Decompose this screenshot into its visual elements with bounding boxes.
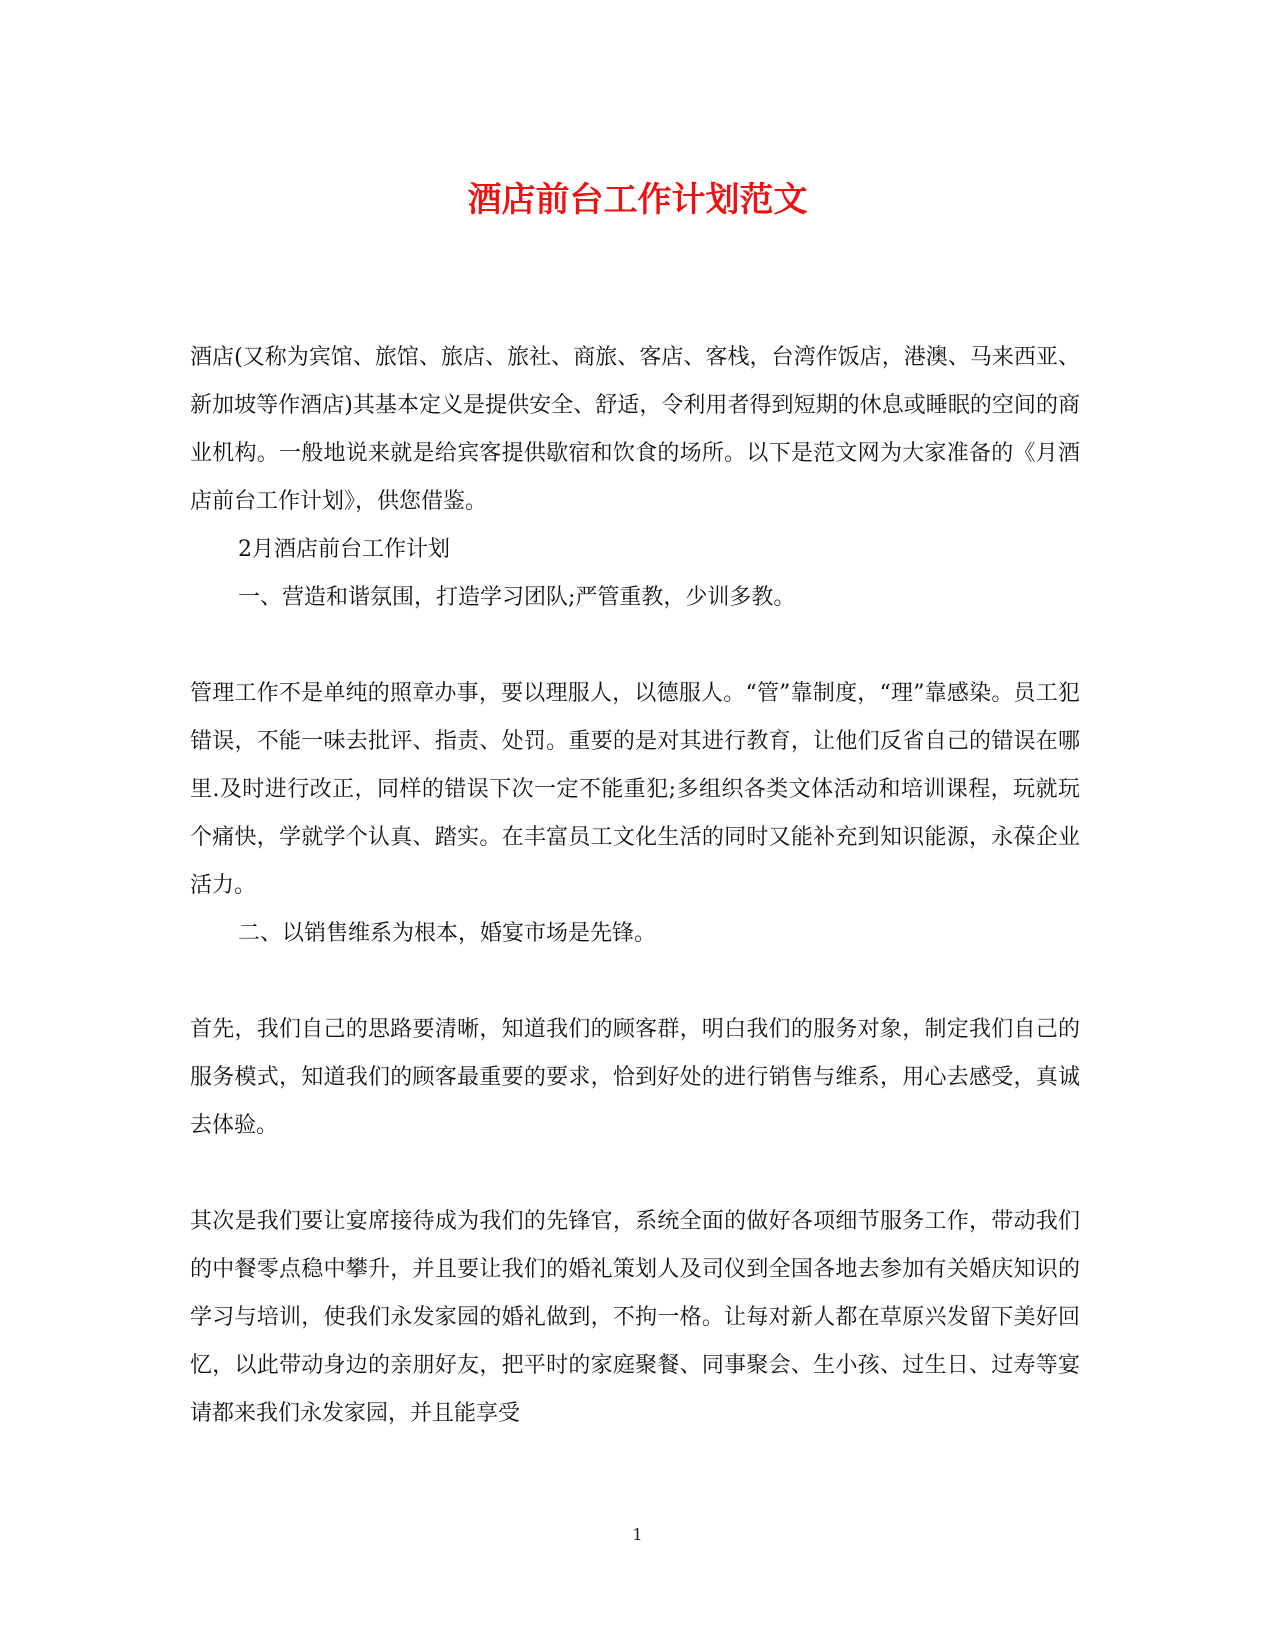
second-point-paragraph: 其次是我们要让宴席接待成为我们的先锋官，系统全面的做好各项细节服务工作，带动我们的中餐零点稳中攀升，并且要让我们的婚礼策划人及司仪到全国各地去参加有关婚庆知识的学习与培训，使我们永发家园的婚礼做到，不拘一格。让每对新人都在草原兴发留下美好回忆，以此带动身边的亲朋好友，把平时的家庭聚餐、同事聚会、生小孩、过生日、过寿等宴请都来我们永发家园，并且能享受 <box>190 1209 1080 1426</box>
section-heading-2: 二、以销售维系为根本，婚宴市场是先锋。 <box>238 921 657 946</box>
document-title: 酒店前台工作计划范文 <box>467 180 808 220</box>
intro-paragraph: 酒店(又称为宾馆、旅馆、旅店、旅社、商旅、客店、客栈，台湾作饭店，港澳、马来西亚、新加坡等作酒店)其基本定义是提供安全、舒适，令利用者得到短期的休息或睡眠的空间的商业机构。一般地说来就是给宾客提供歇宿和饮食的场所。以下是范文网为大家准备的《月酒店前台工作计划》，供您借鉴。 <box>190 345 1080 514</box>
first-point-paragraph: 首先，我们自己的思路要清晰，知道我们的顾客群，明白我们的服务对象，制定我们自己的服务模式，知道我们的顾客最重要的要求，恰到好处的进行销售与维系，用心去感受，真诚去体验。 <box>190 1017 1080 1138</box>
section-heading-1: 一、营造和谐氛围，打造学习团队;严管重教，少训多教。 <box>238 585 796 610</box>
plan-heading: 2月酒店前台工作计划 <box>238 537 450 562</box>
document-body <box>190 334 1080 1438</box>
management-paragraph: 管理工作不是单纯的照章办事，要以理服人，以德服人。“管”靠制度，“理”靠感染。员工犯错误，不能一味去批评、指责、处罚。重要的是对其进行教育，让他们反省自己的错误在哪里.及时进行改正，同样的错误下次一定不能重犯;多组织各类文体活动和培训课程，玩就玩个痛快，学就学个认真、踏实。在丰富员工文化生活的同时又能补充到知识能源，永葆企业活力。 <box>190 681 1080 898</box>
page-number: 1 <box>632 1525 643 1544</box>
